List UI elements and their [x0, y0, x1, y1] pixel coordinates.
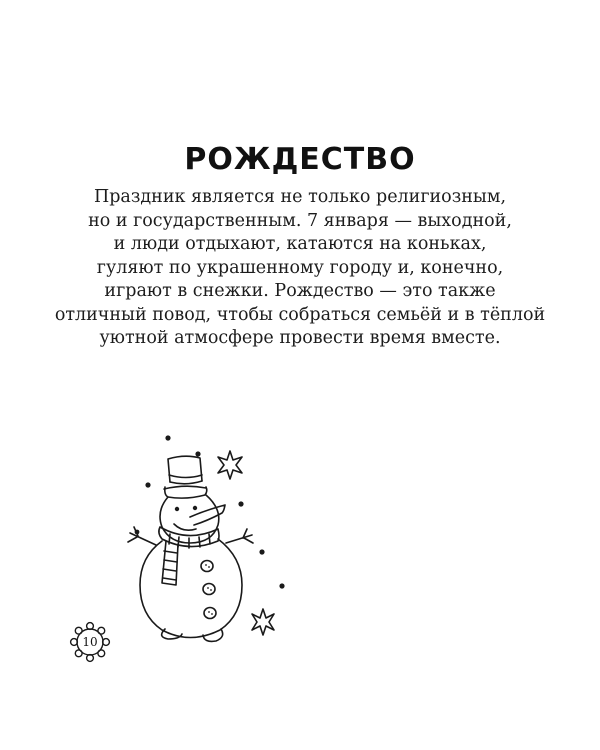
paragraph-line: гуляют по украшенному городу и, конечно, — [96, 257, 504, 278]
page-number-badge — [66, 618, 114, 666]
paragraph-line: но и государственным. 7 января — выходной, — [88, 210, 512, 231]
snowflake-star-icon — [218, 451, 242, 479]
paragraph-line: и люди отдыхают, катаются на коньках, — [113, 234, 487, 254]
snowman-body — [140, 539, 242, 641]
snowflake-star-icon — [252, 609, 274, 635]
snowman-illustration — [110, 425, 300, 650]
paragraph-line: отличный повод, чтобы собраться семьёй и в тёплой — [54, 304, 546, 325]
paragraph-line: уютной атмосфере провести время вместе. — [99, 328, 501, 348]
paragraph-line: Праздник является не только религиозным, — [93, 187, 507, 207]
page-number: 10 — [82, 635, 98, 649]
top-hat-icon — [164, 456, 207, 498]
page-title: РОЖДЕСТВО — [184, 142, 416, 177]
body-paragraph — [50, 186, 550, 351]
paragraph-line: играют в снежки. Рождество — это также — [104, 281, 496, 301]
snow-dots — [135, 435, 285, 588]
